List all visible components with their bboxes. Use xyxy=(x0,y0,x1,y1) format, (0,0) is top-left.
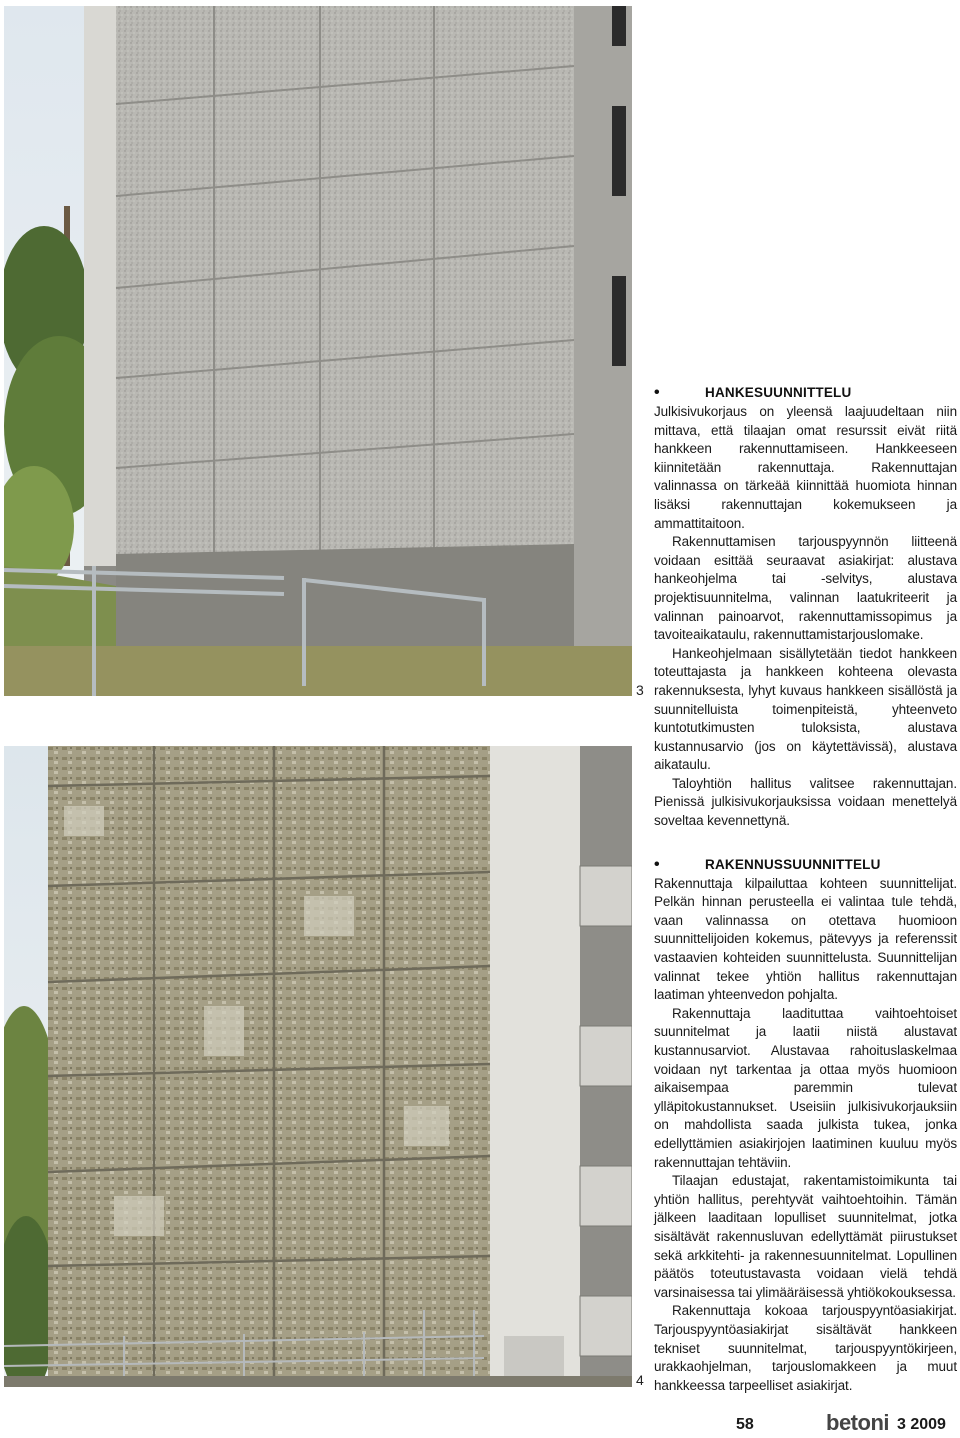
section-heading-text: RAKENNUSSUUNNITTELU xyxy=(705,856,881,872)
bullet-icon: • xyxy=(654,855,660,873)
photo-building-facade-stripped xyxy=(4,746,632,1387)
paragraph: Julkisivukorjaus on yleensä laajuudeltaan niin mittava, että tilaajan omat resurssit eivät riitä hankkeen rakennuttamiseen. Hankkeeseen kiinnitetään rakennuttaja. Rakennuttajan valinnassa on tärkeää kiinnittää huomiota hinnan lisäksi rakennuttajan kokemukseen ja ammattitaitoon. xyxy=(654,404,957,531)
bullet-icon: • xyxy=(654,384,660,401)
section-heading xyxy=(654,855,957,875)
paragraph: Hankeohjelmaan sisällytetään tiedot hankkeen toteuttajasta ja hankkeen kohteena olevasta rakennuksesta, lyhyt kuvaus hankkeen sisällöstä ja suunnitelluista toimenpiteistä, yhteenveto kuntotutkimusten tuloksista, alustava kustannusarvio (jos on käytettävissä), alustava aikataulu. xyxy=(654,645,957,773)
page-footer xyxy=(0,1408,960,1438)
page-number: 58 xyxy=(736,1416,754,1433)
section-hankesuunnittelu xyxy=(654,383,957,831)
issue-number: 3 2009 xyxy=(897,1416,946,1433)
section-heading xyxy=(654,383,957,403)
section-rakennussuunnittelu xyxy=(654,855,957,1396)
betoni-logo: betoni xyxy=(826,1410,889,1435)
paragraph: Rakennuttaja kilpailuttaa kohteen suunnittelijat. Pelkän hinnan perusteella ei valintaa tule tehdä, vaan valinnassa on otettava huomioon suunnittelijoiden kokemus, pätevyys ja referenssit vastaavien kohteiden suunnittelusta. Suunnittelijan valinnat tekee yhtiön hallitus rakennuttajan laatiman yhteenvedon pohjalta. xyxy=(654,875,957,1003)
photo-number-4: 4 xyxy=(636,1372,644,1388)
photo-building-facade-before xyxy=(4,6,632,696)
paragraph: Rakennuttamisen tarjouspyynnön liitteenä voidaan esittää seuraavat asiakirjat: alustava hankeohjelma tai -selvitys, alustava projektisuunnitelma, valinnan laatukriteerit ja valinnan painoarvot, rakennuttamissopimus ja tavoiteaikataulu, rakennuttamistarjouslomake. xyxy=(654,534,957,643)
photo-number-3: 3 xyxy=(636,682,644,698)
paragraph: Tilaajan edustajat, rakentamistoimikunta tai yhtiön hallitus, perehtyvät vaihtoehtoihin. Tämän jälkeen laaditaan lopulliset suunnitelmat, jotka sisältävät rakennusluvan edellyttämät piirustukset sekä arkkitehti- ja rakennesuunnitelmat. Lopullinen päätös toteutustavasta voidaan vielä tehdä varsinaisessa tai ylimääräisessä yhtiökokouksessa. xyxy=(654,1173,957,1300)
paragraph: Taloyhtiön hallitus valitsee rakennuttajan. Pienissä julkisivukorjauksissa voidaan menettelyä soveltaa kevennettynä. xyxy=(654,775,957,829)
paragraph: Rakennuttaja laadituttaa vaihtoehtoiset suunnitelmat ja laatii niistä alustavat kustannusarviot. Alustavaa rahoituslaskelmaa voidaan nyt tarkentaa ja ottaa myös huomioon aikaisempaa paremmin tulevat ylläpitokustannukset. Useisiin julkisivukorjauksiin on mahdollista saada julkista tukea, jonka edellyttämien asiakirjojen laatiminen kuuluu myös rakennuttajan tehtäviin. xyxy=(654,1005,957,1170)
paragraph: Rakennuttaja kokoaa tarjouspyyntöasiakirjat. Tarjouspyyntöasiakirjat sisältävät hankkeen tekniset suunnitelmat, tarjouspyyntökirjeen, urakkaohjelman, tarjouslomakkeen ja muut hankkeessa tarpeelliset asiakirjat. xyxy=(654,1303,957,1393)
text-column xyxy=(654,383,957,1395)
section-heading-text: HANKESUUNNITTELU xyxy=(705,385,852,400)
